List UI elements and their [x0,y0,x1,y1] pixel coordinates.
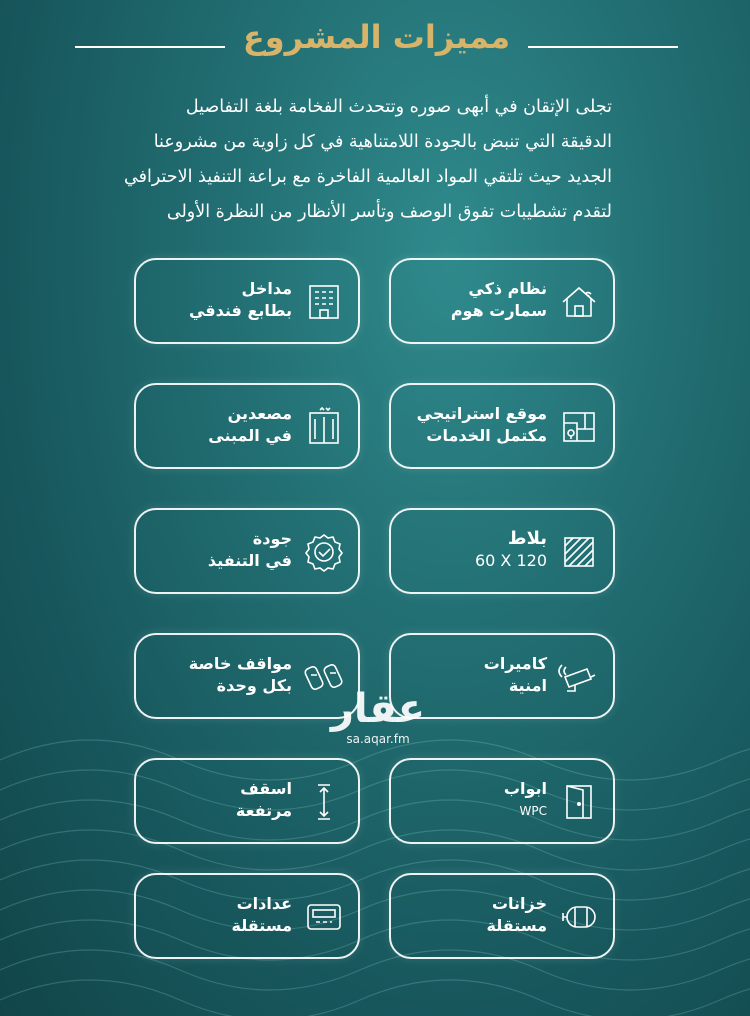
feature-title: نظام ذكي [468,279,547,298]
feature-title: اسقف [240,779,292,798]
feature-title: ابواب [503,779,547,798]
feature-subtitle: مستقلة [231,916,292,935]
smart-home-icon [557,280,601,324]
page-title: مميزات المشروع [242,18,511,56]
door-icon [557,780,601,824]
water-tank-icon [557,895,601,939]
feature-subtitle: بكل وحدة [216,676,292,695]
background-wave-pattern [0,720,750,1016]
building-icon [302,280,346,324]
map-icon [557,405,601,449]
feature-title: عدادات [236,894,292,913]
elevator-icon [302,405,346,449]
page-header [0,14,750,64]
feature-title: مواقف خاصة [188,654,292,673]
feature-title: كاميرات [483,654,547,673]
feature-card-smart-home [389,258,615,344]
intro-line: تجلى الإتقان في أبهى صوره وتتحدث الفخامة بلغة التفاصيل [185,97,612,117]
feature-card-quality [134,508,360,594]
feature-card-location [389,383,615,469]
header-divider-left [75,46,225,48]
watermark-brand: عقار [330,686,426,732]
feature-card-doors [389,758,615,844]
feature-card-tanks [389,873,615,959]
feature-card-ceilings [134,758,360,844]
intro-line: الجديد حيث تلتقي المواد العالمية الفاخرة مع براعة التنفيذ الاحترافي [124,167,612,187]
feature-subtitle: بطابع فندقي [188,301,292,320]
feature-subtitle: مكتمل الخدمات [426,426,547,445]
height-arrow-icon [302,780,346,824]
feature-subtitle: في التنفيذ [207,551,292,570]
feature-title: خزانات [491,894,547,913]
feature-subtitle: مرتفعة [235,801,292,820]
feature-subtitle: WPC [519,804,547,818]
feature-title: مصعدين [227,404,292,423]
feature-title: موقع استراتيجي [416,404,547,423]
meter-icon [302,895,346,939]
feature-subtitle: سمارت هوم [450,301,547,320]
feature-title: بلاط [507,528,547,549]
feature-title: جودة [252,529,292,548]
intro-paragraph [120,90,612,230]
feature-subtitle: مستقلة [486,916,547,935]
security-camera-icon [557,655,601,699]
feature-subtitle: في المبنى [208,426,292,445]
feature-card-meters [134,873,360,959]
watermark-url: sa.aqar.fm [346,732,410,746]
feature-title: مداخل [241,279,292,298]
feature-subtitle: 60 X 120 [474,551,547,570]
quality-badge-icon [302,530,346,574]
aqar-watermark [318,686,438,746]
intro-line: لتقدم تشطيبات تفوق الوصف وتأسر الأنظار من النظرة الأولى [166,202,612,222]
feature-subtitle: امنية [508,676,547,695]
feature-card-tiles [389,508,615,594]
header-divider-right [528,46,678,48]
tiles-icon [557,530,601,574]
feature-card-elevators [134,383,360,469]
intro-line: الدقيقة التي تنبض بالجودة اللامتناهية في كل زاوية من مشروعنا [153,132,612,152]
feature-card-hotel-entrances [134,258,360,344]
